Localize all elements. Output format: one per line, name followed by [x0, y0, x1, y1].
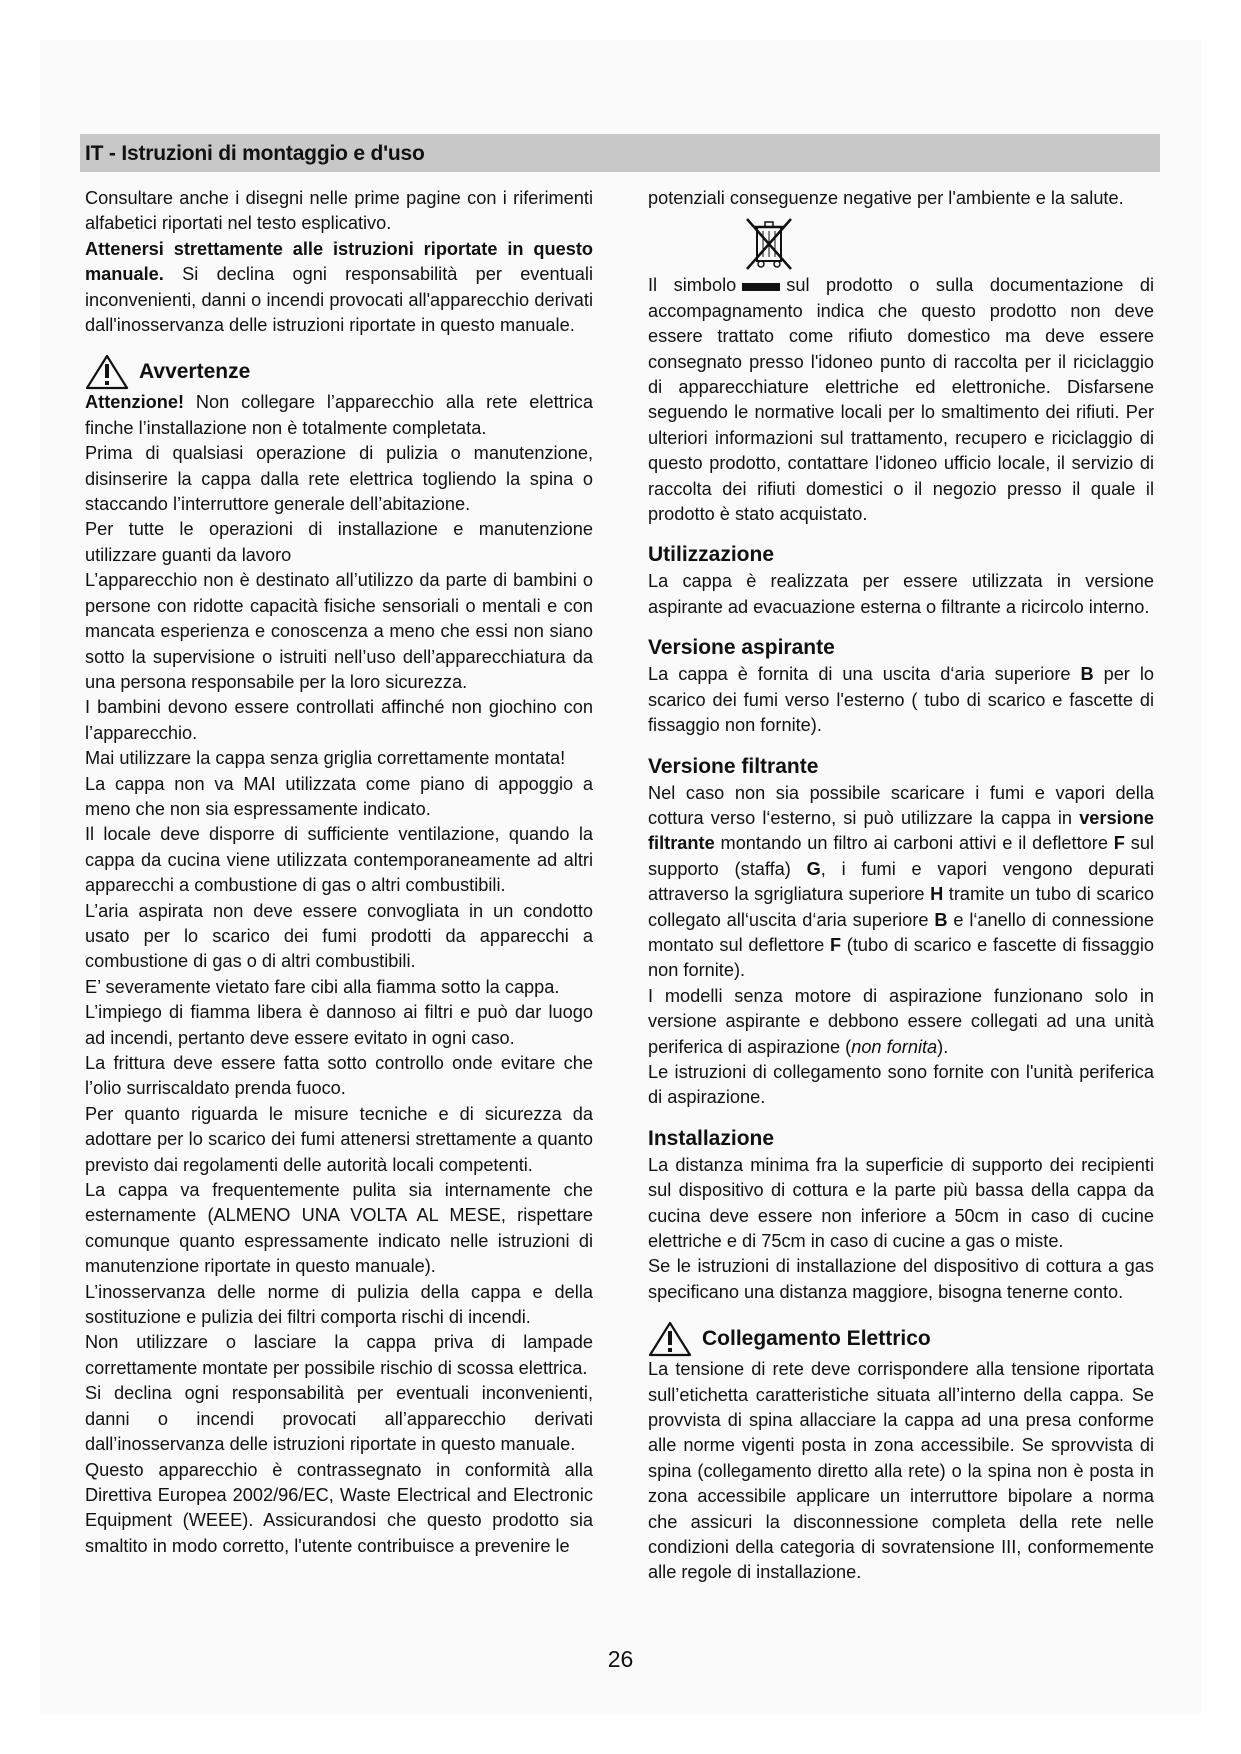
motorless-paragraph-2: Le istruzioni di collegamento sono fornite con l'unità periferica di aspirazione. — [648, 1061, 1154, 1108]
right-column — [648, 186, 1154, 1586]
weee-symbol-paragraph: Il simbolo sul prodotto o sulla documentazione di accompagnamento indica che questo prodotto non deve essere trattato come rifiuto domestico ma deve essere consegnato presso l'idoneo punto di raccolta per il riciclaggio di apparecchiature elettriche ed elettroniche. Disfarsene seguendo le normative locali per lo smaltimento dei rifiuti. Per ulteriori informazioni sul trattamento, recupero e riciclaggio di questo prodotto, contattare l'idoneo ufficio locale, il servizio di raccolta dei rifiuti domestici o il negozio presso il quale il prodotto è stato acquistato. — [648, 275, 1154, 525]
warning-paragraph: L’apparecchio non è destinato all’utilizzo da parte di bambini o persone con ridotte capacità fisiche sensoriali o mentali e con mancata esperienza e conoscenza a meno che essi non siano sotto la supervisione o istruiti nell’uso dell’apparecchiatura da una persona responsabile per la loro sicurezza. — [85, 570, 593, 692]
crossed-bin-icon — [743, 215, 795, 273]
warnings-title: Avvertenze — [139, 360, 251, 384]
aspirating-title: Versione aspirante — [648, 636, 835, 660]
warning-paragraph: Per tutte le operazioni di installazione e manutenzione utilizzare guanti da lavoro — [85, 519, 593, 565]
weee-symbol — [648, 211, 1154, 273]
weee-continuation: potenziali conseguenze negative per l'ambiente e la salute. — [648, 188, 1124, 208]
filtering-title: Versione filtrante — [648, 754, 819, 778]
installation-paragraph: La distanza minima fra la superficie di supporto dei recipienti sul dispositivo di cottura e la parte più bassa della cappa da cucina deve essere non inferiore a 50cm in caso di cucine elettriche e di 75cm in caso di cucine a gas o miste. — [648, 1154, 1154, 1251]
warning-paragraph: La cappa non va MAI utilizzata come piano di appoggio a meno che non sia espressamente indicato. — [85, 773, 593, 819]
warning-paragraph: Il locale deve disporre di sufficiente ventilazione, quando la cappa da cucina viene utilizzata contemporaneamente ad altri apparecchi a combustione di gas o altri combustibili. — [85, 824, 593, 896]
warning-paragraph: Non utilizzare o lasciare la cappa priva di lampade correttamente montate per possibile rischio di scossa elettrica. — [85, 1332, 593, 1378]
attention-paragraph: Attenzione! Non collegare l’apparecchio alla rete elettrica finche l’installazione non è totalmente completata. — [85, 392, 593, 438]
left-column — [85, 186, 593, 1559]
warnings-heading — [85, 354, 593, 390]
weee-black-bar — [742, 283, 780, 291]
warning-paragraph: La frittura deve essere fatta sotto controllo onde evitare che l’olio surriscaldato prenda fuoco. — [85, 1053, 593, 1099]
warning-paragraph: Per quanto riguarda le misure tecniche e di sicurezza da adottare per lo scarico dei fumi attenersi strettamente a quanto previsto dai regolamenti delle autorità locali competenti. — [85, 1103, 593, 1175]
warning-paragraph: Mai utilizzare la cappa senza griglia correttamente montata! — [85, 748, 566, 769]
aspirating-paragraph: La cappa è fornita di una uscita d‘aria superiore B per lo scarico dei fumi verso l'esterno ( tubo di scarico e fascette di fissaggio non fornite). — [648, 664, 1154, 736]
warning-paragraph: L’impiego di fiamma libera è dannoso ai filtri e può dar luogo ad incendi, pertanto deve essere evitato in ogni caso. — [85, 1002, 593, 1048]
electrical-heading — [648, 1321, 1154, 1357]
warning-paragraph: Si declina ogni responsabilità per eventuali inconvenienti, danni o incendi provocati all’apparecchio derivati dall’inosservanza delle istruzioni riportate in questo manuale. — [85, 1383, 593, 1455]
use-paragraph: La cappa è realizzata per essere utilizzata in versione aspirante ad evacuazione esterna o filtrante a ricircolo interno. — [648, 571, 1154, 617]
page-title: IT - Istruzioni di montaggio e d'uso — [85, 142, 425, 165]
page-number: 26 — [607, 1646, 634, 1672]
warning-paragraph: Prima di qualsiasi operazione di pulizia o manutenzione, disinserire la cappa dalla rete elettrica togliendo la spina o staccando l’interruttore generale dell’abitazione. — [85, 443, 593, 515]
warning-paragraph: I bambini devono essere controllati affinché non giochino con l’apparecchio. — [85, 697, 593, 743]
warning-paragraph: L’aria aspirata non deve essere convogliata in un condotto usato per lo scarico dei fumi prodotti da apparecchi a combustione di gas o di altri combustibili. — [85, 900, 593, 972]
electrical-paragraph: La tensione di rete deve corrispondere alla tensione riportata sull’etichetta caratteristiche situata all’interno della cappa. Se provvista di spina allacciare la cappa ad una presa conforme alle norme vigenti posta in zona accessibile. Se sprovvista di spina (collegamento diretto alla rete) o la spina non è posta in zona accessibile applicare un interruttore bipolare a norma che assicuri la disconnessione completa della rete nelle condizioni della categoria di sovratensione III, conformemente alle regole di installazione. — [648, 1359, 1154, 1583]
installation-title: Installazione — [648, 1126, 775, 1150]
intro-paragraph: Consultare anche i disegni nelle prime pagine con i riferimenti alfabetici riportati nel testo esplicativo. — [85, 188, 593, 234]
warning-paragraph: La cappa va frequentemente pulita sia internamente che esternamente (ALMENO UNA VOLTA AL MESE, rispettare comunque quanto espressamente indicato nelle istruzioni di manutenzione riportate in questo manuale). — [85, 1180, 593, 1277]
warning-paragraph: E’ severamente vietato fare cibi alla fiamma sotto la cappa. — [85, 976, 560, 997]
filtering-paragraph: Nel caso non sia possibile scaricare i fumi e vapori della cottura verso l‘esterno, si può utilizzare la cappa in versione filtrante montando un filtro ai carboni attivi e il deflettore F sul supporto (staffa) G, i fumi e vapori vengono depurati attraverso la sgrigliatura superiore H tramite un tubo di scarico collegato all‘uscita d‘aria superiore B e l‘anello di connessione montato sul deflettore F (tubo di scarico e fascette di fissaggio non fornite). — [648, 782, 1154, 981]
use-title: Utilizzazione — [648, 543, 775, 567]
electrical-title: Collegamento Elettrico — [702, 1327, 931, 1351]
warning-paragraph: L’inosservanza delle norme di pulizia della cappa e della sostituzione e pulizia dei filtri comporta rischi di incendi. — [85, 1281, 593, 1328]
installation-paragraph-2: Se le istruzioni di installazione del dispositivo di cottura a gas specificano una distanza maggiore, bisogna tenerne conto. — [648, 1256, 1154, 1302]
intro-warning-paragraph: Attenersi strettamente alle istruzioni riportate in questo manuale. Si declina ogni responsabilità per eventuali inconvenienti, danni o incendi provocati all'apparecchio derivati dall'inosservanza delle istruzioni riportate in questo manuale. — [85, 238, 593, 336]
warning-triangle-icon — [85, 354, 129, 390]
warning-triangle-icon — [648, 1321, 692, 1357]
weee-paragraph: Questo apparecchio è contrassegnato in conformità alla Direttiva Europea 2002/96/EC, Waste Electrical and Electronic Equipment (WEEE). Assicurandosi che questo prodotto sia smaltito in modo corretto, l'utente contribuisce a prevenire le — [85, 1459, 593, 1556]
motorless-paragraph: I modelli senza motore di aspirazione funzionano solo in versione aspirante e debbono essere collegati ad una unità periferica di aspirazione (non fornita). — [648, 985, 1154, 1057]
